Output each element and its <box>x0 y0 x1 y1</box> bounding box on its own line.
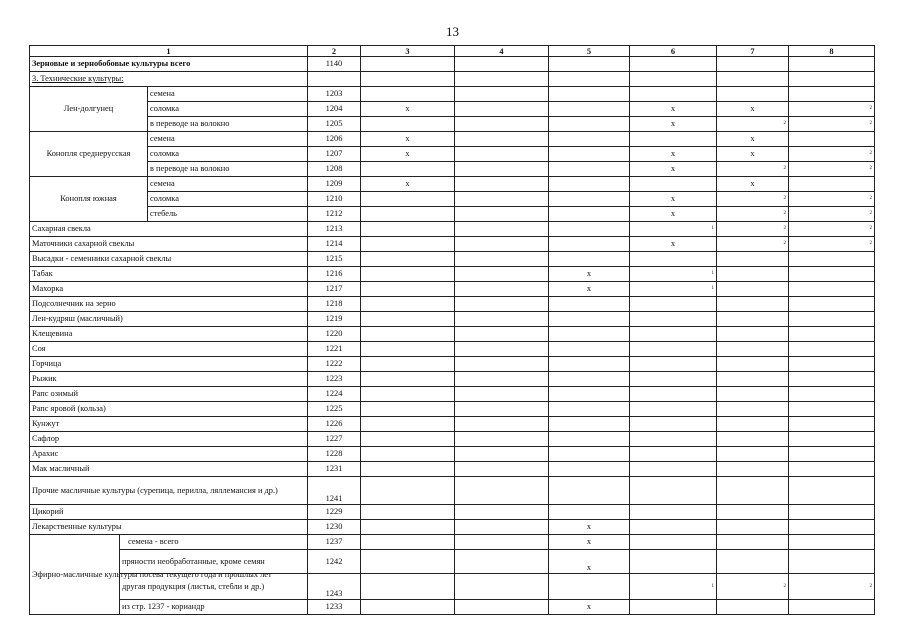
row-code: 1218 <box>308 297 361 312</box>
table-row <box>30 432 875 447</box>
col-header-7: 7 <box>717 46 789 57</box>
row-code: 1203 <box>308 87 361 102</box>
table-row <box>30 520 875 535</box>
table-row <box>30 102 875 117</box>
row-label: Клещевина <box>30 327 308 342</box>
row-label: Сахарная свекла <box>30 222 308 237</box>
row-label: Маточники сахарной свеклы <box>30 237 308 252</box>
table-row <box>30 237 875 252</box>
x-mark: x <box>549 600 630 615</box>
tick-mark: 2 <box>717 117 789 132</box>
row-label: из стр. 1237 - кориандр <box>120 600 308 615</box>
table-row <box>30 357 875 372</box>
row-label: Махорка <box>30 282 308 297</box>
x-mark: x <box>361 132 455 147</box>
row-label: Горчица <box>30 357 308 372</box>
row-label: Зерновые и зернобобовые культуры всего <box>30 57 308 72</box>
tick-mark: 2 <box>789 574 875 600</box>
row-code: 1213 <box>308 222 361 237</box>
table-row <box>30 297 875 312</box>
column-header-row <box>30 46 875 57</box>
x-mark: x <box>717 132 789 147</box>
tick-mark: 1 <box>630 267 717 282</box>
tick-mark: 2 <box>789 147 875 162</box>
row-label: соломка <box>148 102 308 117</box>
row-code: 1212 <box>308 207 361 222</box>
row-label: Подсолнечник на зерно <box>30 297 308 312</box>
row-label: семена <box>148 87 308 102</box>
col-header-3: 3 <box>361 46 455 57</box>
x-mark: x <box>361 177 455 192</box>
row-code: 1217 <box>308 282 361 297</box>
row-code: 1221 <box>308 342 361 357</box>
row-label: Цикорий <box>30 505 308 520</box>
table-row <box>30 312 875 327</box>
x-mark: x <box>361 147 455 162</box>
row-code: 1216 <box>308 267 361 282</box>
table-row <box>30 177 875 192</box>
row-label: в переводе на волокно <box>148 162 308 177</box>
row-code: 1222 <box>308 357 361 372</box>
x-mark: x <box>549 550 630 574</box>
row-label: Рыжик <box>30 372 308 387</box>
row-label: Лекарственные культуры <box>30 520 308 535</box>
row-code: 1233 <box>308 600 361 615</box>
table-row <box>30 342 875 357</box>
row-label: Рапс яровой (кольза) <box>30 402 308 417</box>
x-mark: x <box>630 192 717 207</box>
tick-mark: 2 <box>717 574 789 600</box>
row-label: Лен-кудряш (масличный) <box>30 312 308 327</box>
row-code: 1210 <box>308 192 361 207</box>
table-row <box>30 192 875 207</box>
x-mark: x <box>717 177 789 192</box>
table-row <box>30 162 875 177</box>
section-title: 3. Технические культуры: <box>30 72 308 87</box>
tick-mark: 1 <box>630 282 717 297</box>
table-row <box>30 222 875 237</box>
row-label: Арахис <box>30 447 308 462</box>
col-header-1: 1 <box>30 46 308 57</box>
col-header-4: 4 <box>455 46 549 57</box>
table-row <box>30 402 875 417</box>
x-mark: x <box>549 520 630 535</box>
page-number: 13 <box>446 24 459 39</box>
table-row <box>30 505 875 520</box>
x-mark: x <box>549 267 630 282</box>
group-label-kon-sr: Конопля среднерусская <box>30 132 148 177</box>
row-code: 1225 <box>308 402 361 417</box>
table-row <box>30 372 875 387</box>
row-code: 1242 <box>308 550 361 574</box>
table-row <box>30 252 875 267</box>
tick-mark: 2 <box>789 117 875 132</box>
table-row <box>30 117 875 132</box>
table-row <box>30 57 875 72</box>
x-mark: x <box>630 147 717 162</box>
col-header-5: 5 <box>549 46 630 57</box>
tick-mark: 2 <box>789 222 875 237</box>
tick-mark: 2 <box>717 192 789 207</box>
row-label: стебель <box>148 207 308 222</box>
tick-mark: 2 <box>789 102 875 117</box>
row-label: пряности необработанные, кроме семян <box>120 550 308 574</box>
row-code: 1207 <box>308 147 361 162</box>
row-code: 1224 <box>308 387 361 402</box>
tick-mark: 2 <box>717 222 789 237</box>
row-code: 1204 <box>308 102 361 117</box>
row-code: 1215 <box>308 252 361 267</box>
group-label-efir: Эфирно-масличные культуры посева текущего года и прошлых лет <box>30 535 120 615</box>
row-code: 1209 <box>308 177 361 192</box>
table-row <box>30 387 875 402</box>
col-header-6: 6 <box>630 46 717 57</box>
row-code: 1243 <box>308 574 361 600</box>
table-row <box>30 87 875 102</box>
row-code: 1219 <box>308 312 361 327</box>
x-mark: x <box>630 207 717 222</box>
table-row <box>30 462 875 477</box>
row-code: 1208 <box>308 162 361 177</box>
table-row <box>30 417 875 432</box>
x-mark: x <box>361 102 455 117</box>
row-label: соломка <box>148 147 308 162</box>
tick-mark: 1 <box>630 222 717 237</box>
row-label: семена <box>148 132 308 147</box>
x-mark: x <box>717 147 789 162</box>
row-label: Мак масличный <box>30 462 308 477</box>
x-mark: x <box>630 162 717 177</box>
row-label: Прочие масличные культуры (сурепица, перилла, ляллемансия и др.) <box>30 477 308 505</box>
row-label: Соя <box>30 342 308 357</box>
group-label-kon-yu: Конопля южная <box>30 177 148 222</box>
col-header-2: 2 <box>308 46 361 57</box>
row-label: семена - всего <box>120 535 308 550</box>
x-mark: x <box>630 102 717 117</box>
row-label: в переводе на волокно <box>148 117 308 132</box>
col-header-8: 8 <box>789 46 875 57</box>
table-row <box>30 447 875 462</box>
tick-mark: 2 <box>717 237 789 252</box>
tick-mark: 2 <box>789 192 875 207</box>
table-row <box>30 600 875 615</box>
row-code: 1228 <box>308 447 361 462</box>
section-row <box>30 72 875 87</box>
tick-mark: 2 <box>789 207 875 222</box>
table-row <box>30 477 875 505</box>
row-label: другая продукция (листья, стебли и др.) <box>120 574 308 600</box>
row-code: 1241 <box>308 477 361 505</box>
row-code: 1205 <box>308 117 361 132</box>
x-mark: x <box>717 102 789 117</box>
row-code: 1230 <box>308 520 361 535</box>
table-row <box>30 207 875 222</box>
row-code: 1229 <box>308 505 361 520</box>
row-code: 1226 <box>308 417 361 432</box>
row-code: 1214 <box>308 237 361 252</box>
table-row <box>30 267 875 282</box>
row-code: 1140 <box>308 57 361 72</box>
table-row <box>30 282 875 297</box>
row-code: 1237 <box>308 535 361 550</box>
table-row <box>30 327 875 342</box>
tick-mark: 2 <box>717 207 789 222</box>
tick-mark: 2 <box>717 162 789 177</box>
tick-mark: 2 <box>789 162 875 177</box>
row-code: 1206 <box>308 132 361 147</box>
table-row <box>30 535 875 550</box>
row-label: Кунжут <box>30 417 308 432</box>
x-mark: x <box>630 237 717 252</box>
row-label: Рапс озимый <box>30 387 308 402</box>
x-mark: x <box>549 282 630 297</box>
row-code: 1227 <box>308 432 361 447</box>
table-row <box>30 132 875 147</box>
x-mark: x <box>630 117 717 132</box>
row-label: Высадки - семенники сахарной свеклы <box>30 252 308 267</box>
table-row <box>30 147 875 162</box>
row-label: соломка <box>148 192 308 207</box>
x-mark: x <box>549 535 630 550</box>
group-label-len: Лен-долгунец <box>30 87 148 132</box>
tick-mark: 2 <box>789 237 875 252</box>
row-code: 1231 <box>308 462 361 477</box>
row-code: 1223 <box>308 372 361 387</box>
row-code: 1220 <box>308 327 361 342</box>
row-label: Табак <box>30 267 308 282</box>
row-label: семена <box>148 177 308 192</box>
tick-mark: 1 <box>630 574 717 600</box>
row-label: Сафлор <box>30 432 308 447</box>
crop-production-table <box>29 45 875 615</box>
